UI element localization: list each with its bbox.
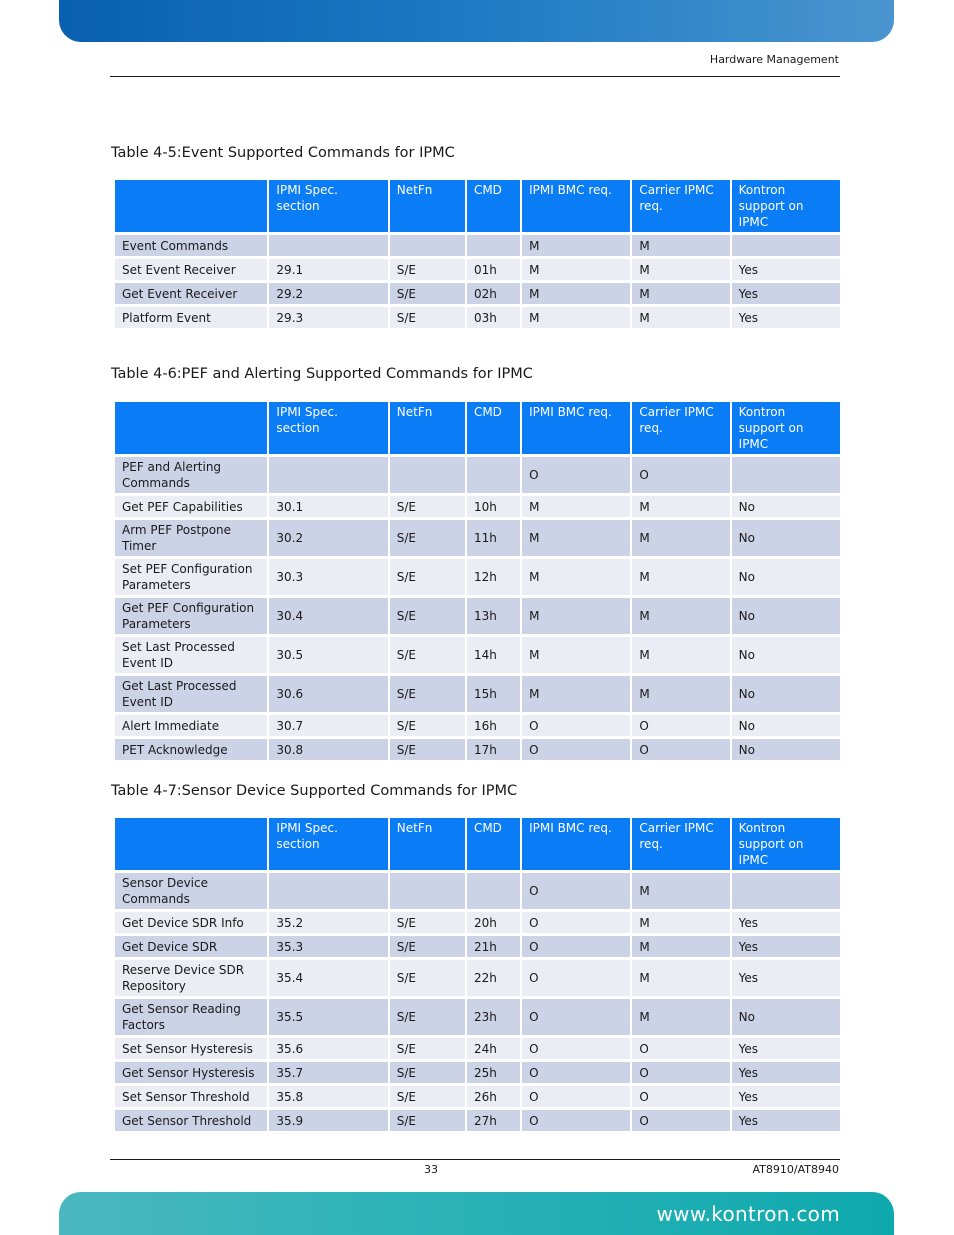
- column-header: NetFn: [390, 402, 465, 457]
- table-cell: M: [632, 637, 729, 676]
- table-row: [115, 520, 840, 559]
- table-cell: 30.8: [269, 739, 387, 763]
- table-cell: PEF and Alerting Commands: [115, 457, 267, 496]
- table-cell: S/E: [390, 1086, 465, 1110]
- table-row: [115, 960, 840, 999]
- table-cell: M: [632, 873, 729, 912]
- table-cell: O: [522, 1086, 630, 1110]
- column-header: Carrier IPMC req.: [632, 180, 729, 235]
- table-cell: O: [522, 457, 630, 496]
- table-row: [115, 259, 840, 283]
- table-cell: 35.3: [269, 936, 387, 960]
- table-row: [115, 1086, 840, 1110]
- table-cell: M: [632, 559, 729, 598]
- table-row: [115, 235, 840, 259]
- table-cell: No: [732, 999, 840, 1038]
- top-banner: [59, 0, 894, 42]
- table-header-row: [115, 180, 840, 235]
- product-name: AT8910/AT8940: [752, 1163, 839, 1176]
- table-cell: [732, 873, 840, 912]
- table-cell: S/E: [390, 715, 465, 739]
- table-cell: Get Device SDR Info: [115, 912, 267, 936]
- table-cell: O: [522, 912, 630, 936]
- table-cell: M: [522, 559, 630, 598]
- table-cell: 30.2: [269, 520, 387, 559]
- table-cell: Get Sensor Hysteresis: [115, 1062, 267, 1086]
- table-cell: O: [632, 1086, 729, 1110]
- table-row: [115, 1062, 840, 1086]
- table-cell: 15h: [467, 676, 520, 715]
- table-cell: Yes: [732, 283, 840, 307]
- table-row: [115, 999, 840, 1038]
- table-cell: O: [522, 936, 630, 960]
- table-cell: S/E: [390, 283, 465, 307]
- table-row: [115, 637, 840, 676]
- table-cell: [732, 457, 840, 496]
- table-cell: S/E: [390, 259, 465, 283]
- table-cell: [390, 235, 465, 259]
- table-cell: Get PEF Configuration Parameters: [115, 598, 267, 637]
- table-cell: 35.8: [269, 1086, 387, 1110]
- table-cell: Set Event Receiver: [115, 259, 267, 283]
- table-cell: M: [522, 259, 630, 283]
- table-cell: Set Sensor Hysteresis: [115, 1038, 267, 1062]
- table-cell: M: [522, 235, 630, 259]
- table-row: [115, 1110, 840, 1134]
- table-cell: No: [732, 739, 840, 763]
- table-cell: Yes: [732, 1062, 840, 1086]
- column-header: Kontron support on IPMC: [732, 180, 840, 235]
- table-row: [115, 739, 840, 763]
- table-cell: Get Device SDR: [115, 936, 267, 960]
- table-cell: M: [632, 936, 729, 960]
- table-cell: S/E: [390, 1038, 465, 1062]
- page-number: 33: [424, 1163, 438, 1176]
- pef-commands-table: [113, 402, 842, 763]
- table-cell: Yes: [732, 259, 840, 283]
- table-cell: S/E: [390, 676, 465, 715]
- table-cell: 22h: [467, 960, 520, 999]
- table-cell: Get PEF Capabilities: [115, 496, 267, 520]
- table-cell: No: [732, 598, 840, 637]
- header-divider: [110, 76, 840, 77]
- footer-divider: [110, 1159, 840, 1160]
- table-cell: 20h: [467, 912, 520, 936]
- table-cell: O: [522, 1038, 630, 1062]
- table-cell: M: [632, 283, 729, 307]
- column-header: [115, 818, 267, 873]
- table-cell: Set Sensor Threshold: [115, 1086, 267, 1110]
- column-header: IPMI Spec. section: [269, 818, 387, 873]
- table-cell: O: [522, 1110, 630, 1134]
- table-cell: O: [522, 873, 630, 912]
- column-header: [115, 402, 267, 457]
- table-cell: 21h: [467, 936, 520, 960]
- table-cell: O: [632, 1110, 729, 1134]
- table-cell: Yes: [732, 1110, 840, 1134]
- column-header: NetFn: [390, 818, 465, 873]
- column-header: IPMI BMC req.: [522, 402, 630, 457]
- table-cell: Set PEF Configuration Parameters: [115, 559, 267, 598]
- table-cell: 23h: [467, 999, 520, 1038]
- table-row: [115, 936, 840, 960]
- table-cell: S/E: [390, 936, 465, 960]
- table-caption: Table 4-7:Sensor Device Supported Commands for IPMC: [111, 783, 518, 799]
- table-cell: M: [632, 496, 729, 520]
- table-cell: Get Sensor Reading Factors: [115, 999, 267, 1038]
- table-cell: Get Event Receiver: [115, 283, 267, 307]
- table-cell: O: [632, 739, 729, 763]
- table-cell: S/E: [390, 1062, 465, 1086]
- table-cell: No: [732, 637, 840, 676]
- table-cell: PET Acknowledge: [115, 739, 267, 763]
- column-header: IPMI BMC req.: [522, 180, 630, 235]
- table-cell: S/E: [390, 739, 465, 763]
- column-header: Carrier IPMC req.: [632, 402, 729, 457]
- column-header: IPMI BMC req.: [522, 818, 630, 873]
- table-cell: S/E: [390, 559, 465, 598]
- table-cell: M: [522, 496, 630, 520]
- table-cell: [269, 873, 387, 912]
- table-cell: Yes: [732, 936, 840, 960]
- table-cell: M: [522, 676, 630, 715]
- column-header: Kontron support on IPMC: [732, 818, 840, 873]
- table-cell: M: [632, 999, 729, 1038]
- table-cell: 27h: [467, 1110, 520, 1134]
- table-cell: Yes: [732, 307, 840, 331]
- table-row: [115, 912, 840, 936]
- column-header: CMD: [467, 402, 520, 457]
- table-row: [115, 559, 840, 598]
- table-cell: [732, 235, 840, 259]
- table-cell: M: [632, 235, 729, 259]
- table-cell: O: [522, 739, 630, 763]
- table-cell: S/E: [390, 307, 465, 331]
- table-cell: Yes: [732, 960, 840, 999]
- table-row: [115, 873, 840, 912]
- table-cell: Arm PEF Postpone Timer: [115, 520, 267, 559]
- table-row: [115, 676, 840, 715]
- table-cell: 25h: [467, 1062, 520, 1086]
- table-cell: Set Last Processed Event ID: [115, 637, 267, 676]
- table-cell: 35.2: [269, 912, 387, 936]
- table-cell: Yes: [732, 1038, 840, 1062]
- event-commands-table: [113, 180, 842, 331]
- table-cell: O: [522, 960, 630, 999]
- column-header: Kontron support on IPMC: [732, 402, 840, 457]
- table-cell: M: [632, 676, 729, 715]
- table-cell: 17h: [467, 739, 520, 763]
- table-cell: 30.5: [269, 637, 387, 676]
- table-cell: O: [522, 1062, 630, 1086]
- table-row: [115, 1038, 840, 1062]
- table-cell: No: [732, 496, 840, 520]
- table-cell: 30.7: [269, 715, 387, 739]
- table-cell: Event Commands: [115, 235, 267, 259]
- table-row: [115, 283, 840, 307]
- table-cell: No: [732, 676, 840, 715]
- table-cell: Get Last Processed Event ID: [115, 676, 267, 715]
- table-cell: S/E: [390, 520, 465, 559]
- table-caption: Table 4-5:Event Supported Commands for IPMC: [111, 145, 455, 161]
- table-cell: 02h: [467, 283, 520, 307]
- table-cell: Sensor Device Commands: [115, 873, 267, 912]
- table-cell: [467, 457, 520, 496]
- table-cell: O: [632, 715, 729, 739]
- table-cell: 30.1: [269, 496, 387, 520]
- table-cell: S/E: [390, 1110, 465, 1134]
- table-cell: [467, 873, 520, 912]
- table-header-row: [115, 818, 840, 873]
- table-cell: No: [732, 559, 840, 598]
- table-cell: O: [522, 999, 630, 1038]
- table-cell: M: [522, 307, 630, 331]
- table-cell: M: [522, 598, 630, 637]
- column-header: Carrier IPMC req.: [632, 818, 729, 873]
- column-header: NetFn: [390, 180, 465, 235]
- table-cell: 16h: [467, 715, 520, 739]
- table-cell: M: [522, 283, 630, 307]
- table-cell: 12h: [467, 559, 520, 598]
- table-cell: Alert Immediate: [115, 715, 267, 739]
- table-cell: Yes: [732, 912, 840, 936]
- table-cell: 35.6: [269, 1038, 387, 1062]
- table-cell: 14h: [467, 637, 520, 676]
- table-cell: M: [522, 637, 630, 676]
- table-cell: [390, 873, 465, 912]
- column-header: IPMI Spec. section: [269, 180, 387, 235]
- table-cell: O: [632, 1038, 729, 1062]
- column-header: CMD: [467, 180, 520, 235]
- table-cell: [269, 235, 387, 259]
- table-cell: 29.2: [269, 283, 387, 307]
- table-row: [115, 457, 840, 496]
- column-header: IPMI Spec. section: [269, 402, 387, 457]
- table-caption: Table 4-6:PEF and Alerting Supported Commands for IPMC: [111, 366, 533, 382]
- table-cell: [269, 457, 387, 496]
- column-header: CMD: [467, 818, 520, 873]
- table-row: [115, 307, 840, 331]
- table-cell: [467, 235, 520, 259]
- table-cell: 13h: [467, 598, 520, 637]
- table-cell: 29.1: [269, 259, 387, 283]
- sensor-commands-table: [113, 818, 842, 1134]
- table-cell: Platform Event: [115, 307, 267, 331]
- table-cell: M: [522, 520, 630, 559]
- table-cell: 24h: [467, 1038, 520, 1062]
- table-cell: 03h: [467, 307, 520, 331]
- section-header: Hardware Management: [709, 53, 839, 66]
- table-cell: M: [632, 520, 729, 559]
- table-cell: S/E: [390, 999, 465, 1038]
- table-cell: 11h: [467, 520, 520, 559]
- table-cell: M: [632, 960, 729, 999]
- table-cell: 10h: [467, 496, 520, 520]
- table-row: [115, 715, 840, 739]
- table-cell: M: [632, 307, 729, 331]
- website-link[interactable]: www.kontron.com: [656, 1202, 840, 1226]
- table-cell: M: [632, 259, 729, 283]
- table-cell: Reserve Device SDR Repository: [115, 960, 267, 999]
- table-cell: 30.4: [269, 598, 387, 637]
- table-cell: O: [632, 1062, 729, 1086]
- table-cell: 35.4: [269, 960, 387, 999]
- table-cell: No: [732, 715, 840, 739]
- table-cell: M: [632, 598, 729, 637]
- table-cell: 30.6: [269, 676, 387, 715]
- table-cell: S/E: [390, 912, 465, 936]
- table-row: [115, 598, 840, 637]
- table-cell: M: [632, 912, 729, 936]
- table-cell: O: [522, 715, 630, 739]
- column-header: [115, 180, 267, 235]
- table-cell: 26h: [467, 1086, 520, 1110]
- table-header-row: [115, 402, 840, 457]
- table-cell: Get Sensor Threshold: [115, 1110, 267, 1134]
- table-cell: 30.3: [269, 559, 387, 598]
- table-cell: Yes: [732, 1086, 840, 1110]
- table-cell: 35.9: [269, 1110, 387, 1134]
- table-cell: 01h: [467, 259, 520, 283]
- bottom-banner: [59, 1192, 894, 1235]
- table-cell: [390, 457, 465, 496]
- table-cell: S/E: [390, 637, 465, 676]
- table-cell: 29.3: [269, 307, 387, 331]
- table-cell: No: [732, 520, 840, 559]
- table-cell: 35.5: [269, 999, 387, 1038]
- table-cell: O: [632, 457, 729, 496]
- table-cell: S/E: [390, 598, 465, 637]
- table-cell: 35.7: [269, 1062, 387, 1086]
- table-cell: S/E: [390, 496, 465, 520]
- table-cell: S/E: [390, 960, 465, 999]
- table-row: [115, 496, 840, 520]
